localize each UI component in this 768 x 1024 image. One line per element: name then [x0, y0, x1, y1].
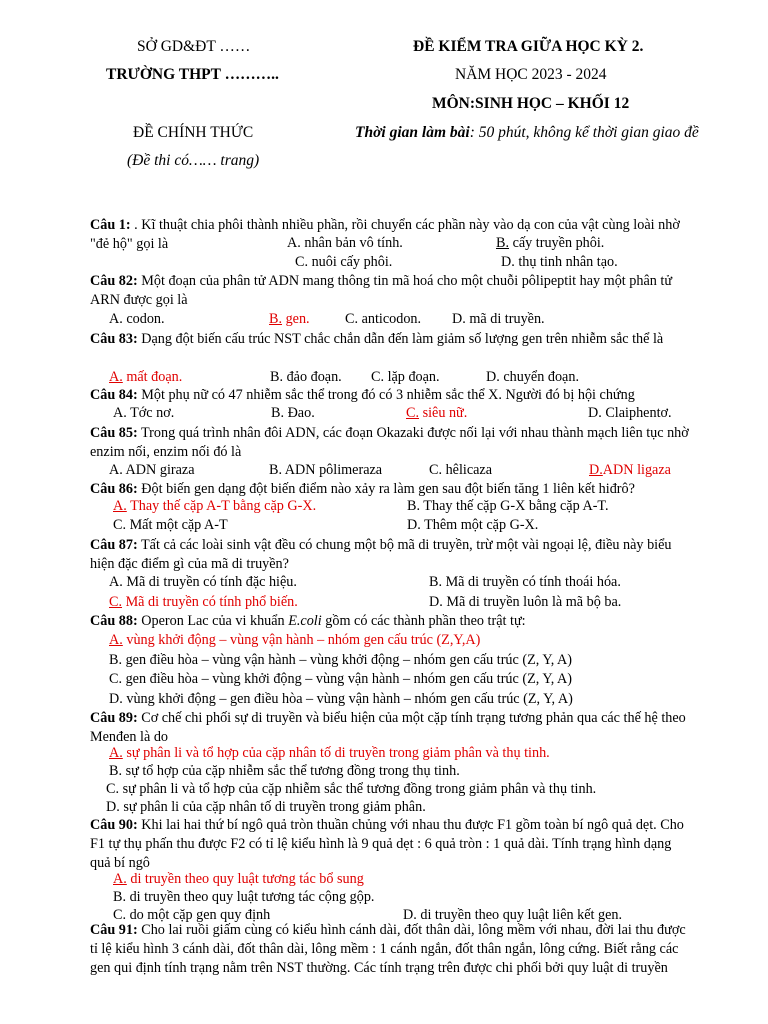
option-d[interactable] — [109, 692, 573, 706]
question-stem — [90, 816, 690, 873]
question-label: Câu 89: — [90, 710, 138, 726]
official-label: ĐỀ CHÍNH THỨC — [133, 124, 254, 141]
question-label: Câu 83: — [90, 331, 138, 347]
time-label: Thời gian làm bài — [355, 124, 470, 141]
option-letter: C. — [113, 517, 127, 533]
question-text: Trong quá trình nhân đôi ADN, các đoạn Okazaki được nối lại với nhau thành mạch liên tục nhờ enzim nối, enzim nối đó là — [90, 425, 689, 460]
question-text: Đột biến gen dạng đột biến điểm nào xảy ra làm gen sau đột biến tăng 1 liên kết hiđrô? — [137, 481, 635, 497]
option-letter: C. — [109, 594, 123, 610]
option-text: do một cặp gen quy định — [126, 907, 271, 923]
option-letter: D. — [109, 691, 123, 707]
option-text: thụ tinh nhân tạo. — [514, 254, 618, 270]
question-label: Câu 88: — [90, 613, 138, 629]
option-b[interactable] — [407, 499, 609, 513]
option-b[interactable] — [269, 463, 382, 477]
option-a[interactable] — [109, 575, 297, 589]
option-a[interactable] — [109, 312, 165, 326]
option-letter: A. — [113, 498, 127, 514]
option-text: Mã di truyền có tính phổ biến. — [122, 594, 298, 610]
question-label: Câu 90: — [90, 817, 138, 833]
question-text: Dạng đột biến cấu trúc NST chắc chắn dẫn đến làm giảm số lượng gen trên nhiễm sắc thể là — [137, 331, 664, 347]
question-label: Câu 87: — [90, 537, 138, 553]
option-d[interactable] — [106, 800, 426, 814]
option-b[interactable] — [270, 370, 342, 384]
option-d[interactable] — [588, 406, 672, 420]
option-c[interactable] — [106, 782, 596, 796]
option-letter: C. — [295, 254, 309, 270]
option-text: sự phân li và tổ hợp của cặp nhiễm sắc thể tương đồng trong giảm phân và thụ tinh. — [119, 781, 597, 797]
time-value: : 50 phút, không kể thời gian giao đề — [469, 124, 699, 141]
option-c[interactable] — [371, 370, 440, 384]
option-letter: A. — [113, 405, 127, 421]
option-letter: C. — [429, 462, 443, 478]
option-b[interactable] — [271, 406, 315, 420]
option-letter: B. — [496, 235, 510, 251]
option-letter: A. — [109, 369, 123, 385]
option-text: hêlicaza — [442, 462, 493, 478]
option-c[interactable] — [113, 518, 228, 532]
option-letter: D. — [589, 462, 603, 478]
option-letter: C. — [106, 781, 120, 797]
option-a-correct[interactable] — [109, 633, 480, 647]
option-text: cấy truyền phôi. — [509, 235, 605, 251]
option-b[interactable] — [113, 890, 374, 904]
option-letter: B. — [429, 574, 443, 590]
option-text: chuyển đoạn. — [499, 369, 579, 385]
option-text: Claiphentơ. — [601, 405, 672, 421]
option-letter: B. — [113, 889, 127, 905]
option-c[interactable] — [429, 463, 492, 477]
option-letter: A. — [287, 235, 301, 251]
question-label: Câu 86: — [90, 481, 138, 497]
dept-name: SỞ GD&ĐT …… — [137, 38, 251, 55]
species-name: E.coli — [288, 613, 322, 629]
option-text: mất đoạn. — [122, 369, 183, 385]
option-c[interactable] — [345, 312, 421, 326]
option-letter: A. — [113, 871, 127, 887]
option-a-correct[interactable] — [113, 872, 364, 886]
subject-line: MÔN:SINH HỌC – KHỐI 12 — [432, 95, 630, 112]
option-letter: C. — [406, 405, 420, 421]
option-a-correct[interactable] — [113, 499, 316, 513]
option-letter: C. — [345, 311, 359, 327]
question-stem — [90, 709, 690, 747]
option-text: mã di truyền. — [465, 311, 545, 327]
option-c[interactable] — [295, 255, 392, 269]
option-b[interactable] — [109, 653, 572, 667]
option-text: nhân bản vô tính. — [300, 235, 403, 251]
option-c[interactable] — [109, 672, 572, 686]
option-text: sự phân li và tổ hợp của cặp nhân tố di truyền trong giảm phân và thụ tinh. — [122, 745, 550, 761]
option-letter: B. — [271, 405, 285, 421]
question-text: Một phụ nữ có 47 nhiễm sắc thể trong đó có 3 nhiễm sắc thể X. Người đó bị hội chứng — [137, 387, 635, 403]
option-text: đảo đoạn. — [283, 369, 342, 385]
option-text: nuôi cấy phôi. — [308, 254, 393, 270]
question-text: Cho lai ruồi giấm cùng có kiểu hình cánh dài, đốt thân dài, lông mềm với nhau, đời lai thu được tỉ lệ kiểu hình 3 cánh dài, đốt thân dài, lông mềm : 1 cánh ngắn, đốt thân ngắn, lông cứng. Biết rằng các gen qui định tính trạng nằm trên NST thường. Các tính trạng trên được chi phối bởi quy luật di truyền — [90, 922, 686, 976]
question-text: . Kĩ thuật chia phôi thành nhiều phần, rồi chuyển các phần này vào dạ con của vật cùng loài nhờ "đẻ hộ" gọi là — [90, 217, 680, 252]
option-text: di truyền theo quy luật tương tác bổ sung — [126, 871, 364, 887]
option-a[interactable] — [113, 406, 174, 420]
option-text: lặp đoạn. — [384, 369, 440, 385]
question-text: Tất cả các loài sinh vật đều có chung một bộ mã di truyền, trừ một vài ngoại lệ, điều này biểu hiện đặc điểm gì của mã di truyền? — [90, 537, 672, 572]
option-letter: D. — [501, 254, 515, 270]
option-d[interactable] — [429, 595, 621, 609]
question-stem — [90, 386, 730, 405]
option-text: gen. — [282, 311, 310, 327]
question-label: Câu 1: — [90, 217, 131, 233]
option-text: sự phân li của cặp nhân tố di truyền trong giảm phân. — [119, 799, 426, 815]
option-a[interactable] — [287, 236, 403, 250]
question-stem — [90, 921, 690, 978]
option-b[interactable] — [496, 236, 604, 250]
question-stem — [90, 536, 690, 574]
option-letter: C. — [109, 671, 123, 687]
option-letter: C. — [113, 907, 127, 923]
option-text: Tớc nơ. — [126, 405, 175, 421]
option-letter: D. — [588, 405, 602, 421]
option-text: Đao. — [284, 405, 315, 421]
option-letter: B. — [269, 462, 283, 478]
option-letter: B. — [109, 652, 123, 668]
question-label: Câu 82: — [90, 273, 138, 289]
option-text: ADN pôlimeraza — [282, 462, 383, 478]
option-letter: C. — [371, 369, 385, 385]
option-text: di truyền theo quy luật tương tác cộng gộp. — [126, 889, 375, 905]
option-c-correct[interactable] — [109, 595, 298, 609]
option-letter: B. — [109, 763, 123, 779]
option-text: gen điều hòa – vùng khởi động – vùng vận hành – nhóm gen cấu trúc (Z, Y, A) — [122, 671, 573, 687]
option-letter: A. — [109, 745, 123, 761]
option-letter: A. — [109, 462, 123, 478]
option-text: ADN ligaza — [602, 462, 671, 478]
question-text: Operon Lac của vi khuẩn — [137, 613, 289, 629]
question-text: Một đoạn của phân tử ADN mang thông tin mã hoá cho một chuỗi pôlipeptit hay một phân tử ARN được gọi là — [90, 273, 673, 308]
option-text: vùng khởi động – vùng vận hành – nhóm gen cấu trúc (Z,Y,A) — [122, 632, 481, 648]
question-stem — [90, 424, 690, 462]
option-letter: B. — [269, 311, 283, 327]
question-stem — [90, 330, 690, 349]
option-letter: B. — [270, 369, 284, 385]
option-text: gen điều hòa – vùng vận hành – vùng khởi động – nhóm gen cấu trúc (Z, Y, A) — [122, 652, 573, 668]
option-text: sự tổ hợp của cặp nhiễm sắc thể tương đồng trong thụ tinh. — [122, 763, 460, 779]
option-b[interactable] — [109, 764, 460, 778]
option-letter: D. — [486, 369, 500, 385]
option-b-correct[interactable] — [269, 312, 310, 326]
option-text: Thêm một cặp G-X. — [420, 517, 539, 533]
option-d[interactable] — [486, 370, 579, 384]
question-label: Câu 85: — [90, 425, 138, 441]
question-label: Câu 84: — [90, 387, 138, 403]
option-letter: D. — [407, 517, 421, 533]
question-stem — [90, 480, 730, 499]
option-letter: D. — [429, 594, 443, 610]
option-text: Mã di truyền có tính đặc hiệu. — [122, 574, 297, 590]
option-letter: A. — [109, 574, 123, 590]
option-text: Mã di truyền có tính thoái hóa. — [442, 574, 621, 590]
option-c-correct[interactable] — [406, 406, 467, 420]
exam-title: ĐỀ KIỂM TRA GIỮA HỌC KỲ 2. — [413, 38, 644, 55]
option-text: codon. — [122, 311, 165, 327]
option-text: ADN giraza — [122, 462, 195, 478]
option-letter: A. — [109, 311, 123, 327]
question-label: Câu 91: — [90, 922, 138, 938]
option-a-correct[interactable] — [109, 370, 182, 384]
option-a-correct[interactable] — [109, 746, 550, 760]
question-stem — [90, 612, 690, 631]
option-letter: D. — [403, 907, 417, 923]
option-text: Thay thế cặp A-T bằng cặp G-X. — [126, 498, 317, 514]
option-d[interactable] — [452, 312, 545, 326]
school-name: TRƯỜNG THPT ……….. — [106, 66, 279, 83]
question-text: gồm có các thành phần theo trật tự: — [321, 613, 526, 629]
school-year: NĂM HỌC 2023 - 2024 — [455, 66, 607, 83]
option-d[interactable] — [407, 518, 538, 532]
option-letter: D. — [106, 799, 120, 815]
option-d[interactable] — [501, 255, 618, 269]
option-letter: A. — [109, 632, 123, 648]
question-text: Khi lai hai thứ bí ngô quả tròn thuần chủng với nhau thu được F1 gồm toàn bí ngô quả dẹt. Cho F1 tự thụ phấn thu được F2 có tỉ lệ kiểu hình là 9 quả dẹt : 6 quả tròn : 1 quả dài. Tính trạng hình dạng quả bí ngô — [90, 817, 684, 871]
option-text: Mã di truyền luôn là mã bộ ba. — [442, 594, 622, 610]
question-stem — [90, 272, 690, 310]
option-text: Mất một cặp A-T — [126, 517, 228, 533]
option-text: di truyền theo quy luật liên kết gen. — [416, 907, 623, 923]
time-line — [355, 125, 699, 141]
option-text: Thay thế cặp G-X bằng cặp A-T. — [420, 498, 609, 514]
page-count: (Đề thi có…… trang) — [127, 152, 260, 169]
question-text: Cơ chế chi phối sự di truyền và biểu hiện của một cặp tính trạng tương phản qua các thế hệ theo Menđen là do — [90, 710, 686, 745]
option-letter: D. — [452, 311, 466, 327]
option-d-correct[interactable] — [589, 463, 671, 477]
option-letter: B. — [407, 498, 421, 514]
option-text: vùng khởi động – gen điều hòa – vùng vận hành – nhóm gen cấu trúc (Z, Y, A) — [122, 691, 573, 707]
option-text: anticodon. — [358, 311, 422, 327]
option-text: siêu nữ. — [419, 405, 468, 421]
option-b[interactable] — [429, 575, 621, 589]
option-a[interactable] — [109, 463, 195, 477]
